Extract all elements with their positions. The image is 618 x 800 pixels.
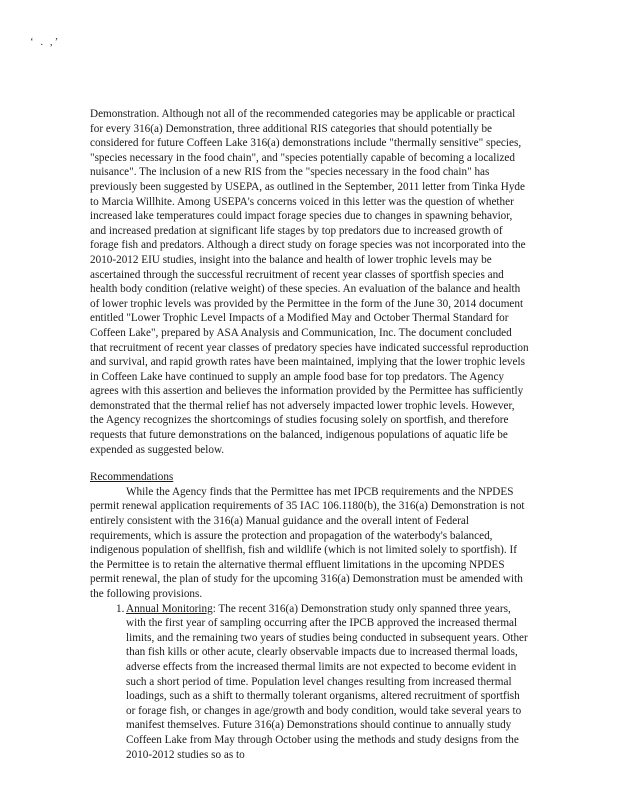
list-item-text: : The recent 316(a) Demonstration study only spanned three years, with the first year of sampling occurring after the IPCB approved the increased thermal limits, and the remaining two years of studies being conducted in subsequent years. Other than fish kills or other acute, clearly observable impacts due to increased thermal loads, adverse effects from the increased thermal limits are not expected to become evident in such a short period of time. Population level changes resulting from increased thermal loadings, such as a shift to thermally tolerant organisms, altered recruitment of sportfish or forage fish, or changes in age/growth and body condition, would take several years to manifest themselves. Future 316(a) Demonstrations should continue to annually study Coffeen Lake from May through October using the methods and study designs from the 2010-2012 studies so as to (126, 602, 528, 761)
document-body (90, 107, 530, 762)
paragraph-ris-categories: Demonstration. Although not all of the recommended categories may be applicable or practical for every 316(a) Demonstration, three additional RIS categories that should potentially be considered for future Coffeen Lake 316(a) demonstrations include "thermally sensitive" species, "species necessary in the food chain", and "species potentially capable of becoming a localized nuisance". The inclusion of a new RIS from the "species necessary in the food chain" has previously been suggested by USEPA, as outlined in the September, 2011 letter from Tinka Hyde to Marcia Willhite. Among USEPA's concerns voiced in this letter was the question of whether increased lake temperatures could impact forage species due to changes in spawning behavior, and increased predation at significant life stages by top predators due to increased growth of forage fish and predators. Although a direct study on forage species was not incorporated into the 2010-2012 EIU studies, insight into the balance and health of lower trophic levels may be ascertained through the successful recruitment of recent year classes of sportfish species and health body condition (relative weight) of these species. An evaluation of the balance and health of lower trophic levels was provided by the Permittee in the form of the June 30, 2014 document entitled "Lower Trophic Level Impacts of a Modified May and October Thermal Standard for Coffeen Lake", prepared by ASA Analysis and Communication, Inc. The document concluded that recruitment of recent year classes of predatory species have indicated successful reproduction and survival, and rapid growth rates have been maintained, implying that the lower trophic levels in Coffeen Lake have continued to supply an ample food base for top predators. The Agency agrees with this assertion and believes the information provided by the Permittee has sufficiently demonstrated that the thermal relief has not adversely impacted lower trophic levels. However, the Agency recognizes the shortcomings of studies focusing solely on sportfish, and therefore requests that future demonstrations on the balanced, indigenous populations of aquatic life be expended as suggested below. (90, 108, 529, 456)
list-item (116, 602, 530, 763)
provisions-list (90, 602, 530, 763)
list-item-number: 1. (116, 602, 125, 615)
corner-mark: ‘ . ,’ (30, 36, 61, 48)
paragraph-agency-findings: While the Agency finds that the Permittee has met IPCB requirements and the NPDES permit renewal application requirements of 35 IAC 106.1180(b), the 316(a) Demonstration is not entirely consistent with the 316(a) Manual guidance and the overall intent of Federal requirements, which is assure the protection and propagation of the waterbody's balanced, indigenous population of shellfish, fish and wildlife (which is not limited solely to sportfish). If the Permittee is to retain the alternative thermal effluent limitations in the upcoming NPDES permit renewal, the plan of study for the upcoming 316(a) Demonstration must be amended with the following provisions. (90, 485, 525, 600)
recommendations-heading: Recommendations (90, 471, 174, 484)
list-item-title: Annual Monitoring (126, 602, 213, 615)
